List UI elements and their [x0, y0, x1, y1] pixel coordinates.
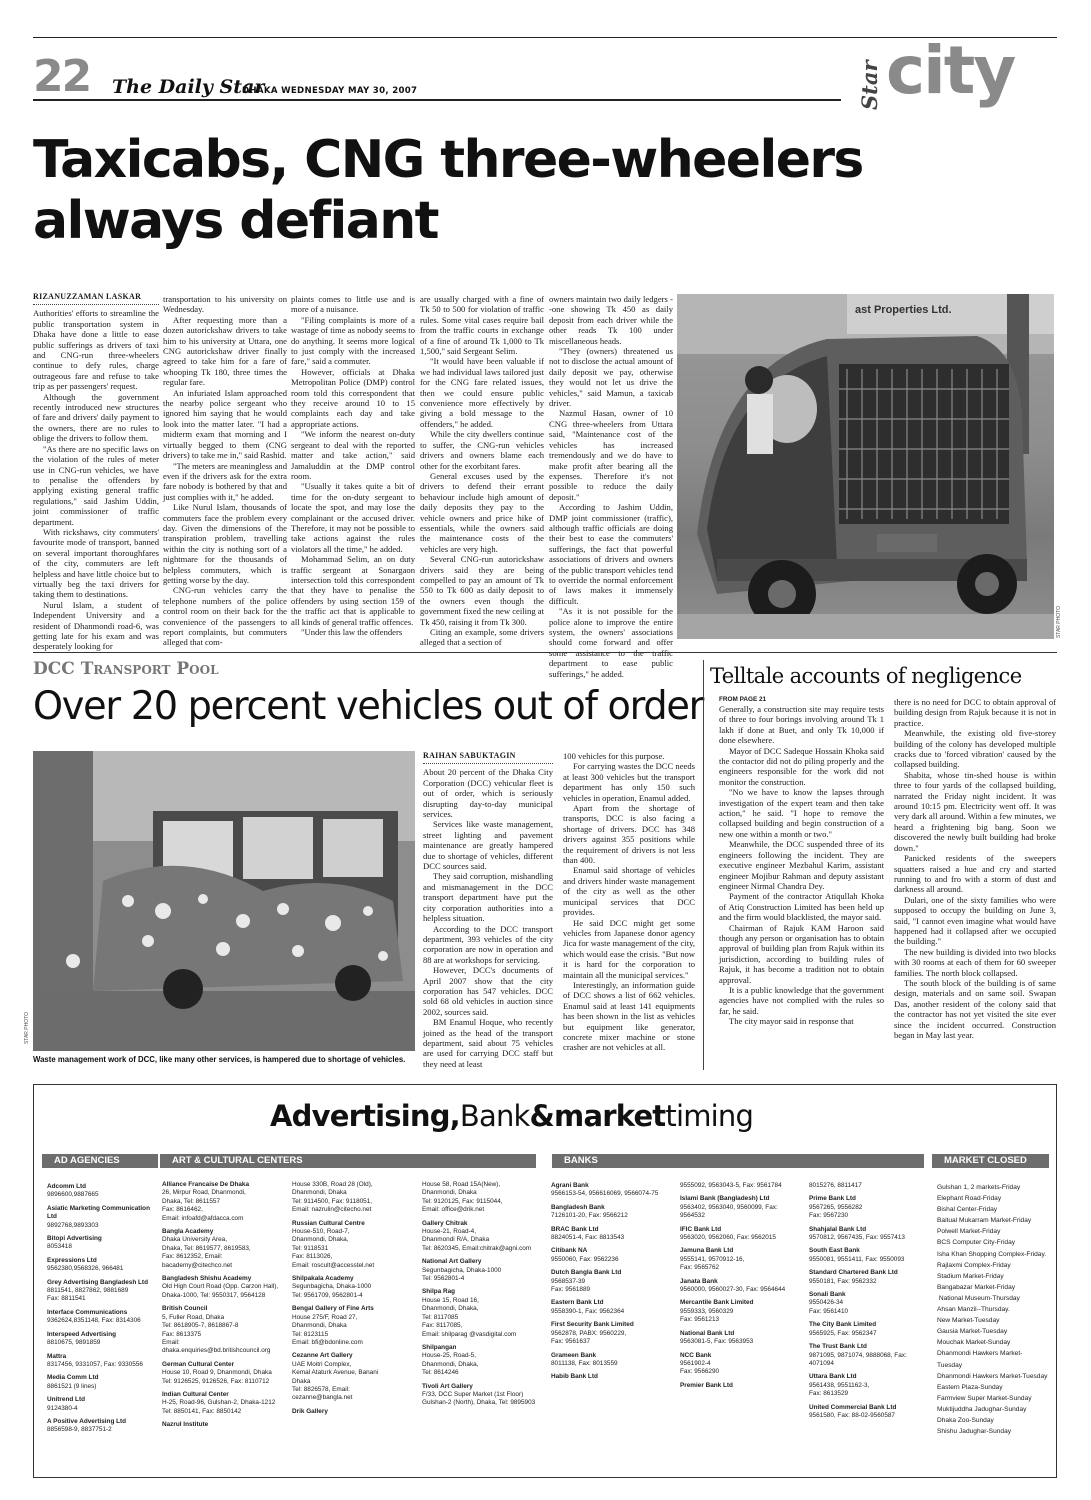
entry-info: 8810675, 9891859	[47, 1339, 101, 1347]
header-art-cultural-centers: ART & CULTURAL CENTERS	[160, 1154, 536, 1168]
list-entry	[551, 1182, 675, 1199]
list-entry	[47, 1279, 159, 1304]
list-entry	[809, 1373, 929, 1398]
entry-name: Asiatic Marketing Communication Ltd	[47, 1204, 150, 1221]
dcc-headline: Over 20 percent vehicles out of order	[33, 684, 704, 729]
list-entry	[809, 1247, 929, 1264]
banks-list-1	[551, 1182, 675, 1387]
lead-column-1	[33, 292, 159, 652]
lead-headline-line2: always defiant	[33, 191, 438, 251]
entry-info: 9550060, Fax: 9562236	[551, 1255, 619, 1263]
list-entry	[551, 1269, 675, 1294]
entry-name: Bangladesh Bank	[551, 1203, 605, 1211]
title-bank: Bank	[459, 1099, 530, 1133]
lead-column-5	[549, 294, 673, 679]
entry-name: Shilpakala Academy	[292, 1275, 354, 1283]
entry-name: Islami Bank (Bangladesh) Ltd	[680, 1195, 770, 1203]
list-entry	[809, 1291, 929, 1316]
arts-list-2	[292, 1181, 414, 1421]
entry-name: Bangla Academy	[162, 1228, 214, 1236]
list-entry	[680, 1382, 804, 1390]
entry-info: 9561902-4 Fax: 9566290	[680, 1359, 720, 1376]
telltale-column-1	[719, 695, 884, 1071]
list-entry	[680, 1182, 804, 1190]
entry-info: 8824051-4, Fax: 8813543	[551, 1234, 625, 1242]
paragraph: The new building is divided into two blocks with 30 rooms at each of them for 60 sweeper families. The north block collapsed.	[894, 946, 1056, 978]
paragraph: Mohammad Selim, an on duty traffic sergeant at Sonargaon intersection told this correspondent that they have to penalise the offenders by using section 159 of the traffic act that is applicable to all kinds of general traffic offences.	[291, 554, 415, 627]
entry-info: 9559333, 9560329 Fax: 9561213	[680, 1307, 734, 1324]
entry-name: Mercantile Bank Limited	[680, 1299, 754, 1307]
list-entry	[422, 1258, 544, 1283]
lead-headline	[33, 130, 933, 252]
list-entry	[292, 1352, 414, 1402]
arts-list-1	[162, 1181, 284, 1435]
entry-info: House 275/F, Road 27, Dhanmondi, Dhaka Tel: 8123115 Email: bfi@bdonline.com	[292, 1313, 363, 1346]
entry-name: Grameen Bank	[551, 1351, 597, 1359]
entry-name: Bitopi Advertising	[47, 1235, 102, 1243]
entry-info: House-510, Road-7, Dhanmondi, Dhaka, Tel: 9118531 Fax: 8113026, Email: roscult@accesstel.net	[292, 1228, 375, 1269]
header-market-closed: MARKET CLOSED	[932, 1154, 1049, 1168]
market-closed-item: Dhaka Zoo-Sunday	[937, 1416, 994, 1424]
list-entry	[292, 1181, 414, 1215]
entry-name: The City Bank Limited	[809, 1321, 877, 1329]
entry-name: Agrani Bank	[551, 1182, 589, 1189]
list-entry	[680, 1195, 804, 1220]
entry-info: 9896600,9887665	[47, 1191, 99, 1199]
paragraph: "The meters are meaningless and even if the drivers ask for the extra fare nobody is bothered by that and just complies with it," he added.	[163, 460, 287, 502]
advertising-title	[270, 1098, 753, 1134]
paragraph: He said DCC might get some vehicles from Japanese donor agency Jica for waste management of the city, which would ease the crisis. "But now it is hard for the corporation to maintain all the municipal services."	[563, 917, 695, 980]
entry-info: 9550081, 9551411, Fax: 9550093	[809, 1255, 905, 1263]
list-entry	[680, 1352, 804, 1377]
entry-name: Expressions Ltd	[47, 1256, 97, 1264]
market-closed-item: Muktijuddha Jadughar-Sunday	[937, 1405, 1027, 1413]
list-entry	[422, 1181, 544, 1215]
list-entry	[292, 1408, 414, 1416]
entry-info: 9560000, 9560027-30, Fax: 9564644	[680, 1286, 786, 1294]
market-closed-list	[937, 1182, 1052, 1437]
entry-info: House 58, Road 15A(New), Dhanmondi, Dhaka Tel: 9120125, Fax: 9115044, Email: office@drik.net	[422, 1181, 503, 1214]
paragraph: Enamul said shortage of vehicles and drivers hinder waste management of the city as well as the other municipal services that DCC provides.	[563, 865, 695, 918]
list-entry	[162, 1391, 284, 1416]
entry-info: 9563402, 9563040, 9560099, Fax: 9564532	[680, 1203, 778, 1220]
dcc-column-2	[563, 751, 695, 1071]
entry-info: 9561580, Fax: 88-02-9560587	[809, 1411, 895, 1419]
entry-info: Segunbagicha, Dhaka-1000 Tel: 9562801-4	[422, 1266, 502, 1283]
entry-name: British Council	[162, 1305, 208, 1313]
title-advertising: Advertising,	[270, 1099, 460, 1133]
entry-info: 9570812, 9567435, Fax: 9557413	[809, 1234, 905, 1242]
entry-name: German Cultural Center	[162, 1360, 235, 1368]
ad-agencies-list	[47, 1183, 159, 1440]
entry-info: 9555141, 9570912-16, Fax: 9565762	[680, 1255, 745, 1272]
entry-info: 8856598-9, 8837751-2	[47, 1426, 112, 1434]
entry-name: NCC Bank	[680, 1351, 712, 1359]
paragraph: "As there are no specific laws on the violation of the rules of meter use in CNG-run vehicles, we have to penalise the offenders by applying existing general traffic regulations," said Jashim Uddin, joint commissioner of traffic department.	[33, 443, 159, 527]
entry-info: 9563081-5, Fax: 9563953	[680, 1338, 754, 1346]
entry-name: Uttara Bank Ltd	[809, 1373, 857, 1381]
entry-info: House 10, Road 9, Dhanmondi, Dhaka Tel: 9126525, 9126526, Fax: 8110712	[162, 1369, 272, 1385]
entry-info: 5, Fuller Road, Dhaka Tel: 8618905-7, 8618867-8 Fax: 8613375 Email: dhaka.enquiries@bd.britishcouncil.org	[162, 1313, 271, 1355]
entry-name: Drik Gallery	[292, 1407, 328, 1415]
entry-info: 9566153-54, 956616069, 9566074-75	[551, 1190, 659, 1198]
market-closed-item: Mouchak Market-Sunday	[937, 1339, 1011, 1347]
list-entry	[292, 1305, 414, 1347]
list-entry	[47, 1418, 159, 1435]
arts-list-3	[422, 1181, 544, 1413]
market-closed-item: Gulshan 1, 2 markets-Friday	[937, 1184, 1021, 1191]
market-closed-item: Rajlaxmi Complex-Friday	[937, 1261, 1011, 1269]
market-closed-item: New Market-Tuesday	[937, 1317, 1000, 1325]
entry-name: Grey Advertising Bangladesh Ltd	[47, 1278, 148, 1286]
entry-info: 9567265, 9556282 Fax: 9567230	[809, 1203, 863, 1220]
list-entry	[422, 1288, 544, 1338]
market-closed-item: Elephant Road-Friday	[937, 1195, 1002, 1203]
entry-info: 7126101-20, Fax: 9566212	[551, 1212, 628, 1220]
paragraph: After requesting more than a dozen autorickshaw drivers to take him to his university at Uttara, one CNG autorickshaw driver finally agreed to take him for a fare of whooping Tk 180, three times the regular fare.	[163, 314, 287, 388]
list-entry	[162, 1421, 284, 1429]
entry-name: Tivoli Art Gallery	[422, 1382, 473, 1390]
entry-name: Russian Cultural Centre	[292, 1219, 365, 1227]
dcc-photo-garbage-truck	[33, 751, 415, 1051]
market-closed-item: Eastern Plaza-Sunday	[937, 1383, 1003, 1391]
list-entry	[551, 1226, 675, 1243]
market-closed-item: Tuesday	[937, 1361, 963, 1369]
market-closed-item: Ahsan Manzil--Thursday.	[937, 1306, 1010, 1314]
list-entry	[422, 1383, 544, 1408]
entry-name: Interface Communications	[47, 1308, 128, 1316]
list-entry	[292, 1275, 414, 1300]
lead-column-3	[291, 294, 415, 644]
paragraph: Meanwhile, the existing old five-storey building of the colony has developed multiple cracks due to 'forced vibration' caused by the collapsed building.	[894, 728, 1056, 770]
telltale-column-2	[894, 697, 1056, 1071]
paragraph: "As it is not possible for the police alone to improve the entire system, the owners' associations should come forward and offer some assistance to the traffic department to ease public sufferings," he added.	[549, 606, 673, 679]
entry-name: Standard Chartered Bank Ltd	[809, 1269, 898, 1277]
lead-photo-credit: STAR PHOTO	[1056, 606, 1062, 639]
entry-name: National Bank Ltd	[680, 1329, 735, 1337]
entry-info: 9555092, 9563043-5, Fax: 9561784	[680, 1182, 782, 1189]
photo-sign-text: ast Properties Ltd.	[855, 304, 952, 316]
entry-info: 9563020, 9562060, Fax: 9562015	[680, 1234, 776, 1242]
list-entry	[47, 1331, 159, 1348]
entry-info: 26, Mirpur Road, Dhanmondi, Dhaka, Tel: 8611557 Fax: 8616462, Email: infoafd@afdacca.com	[162, 1189, 246, 1222]
masthead-underline	[33, 99, 841, 101]
list-entry	[422, 1344, 544, 1378]
entry-name: Nazrul Institute	[162, 1421, 209, 1429]
paragraph: The city mayor said in response that	[729, 1016, 854, 1027]
entry-info: 9124380-4	[47, 1404, 78, 1412]
list-entry	[551, 1373, 675, 1381]
section-city: city	[886, 32, 1015, 109]
paragraph: "Filing complaints is more of a wastage of time as nobody seems to do anything. It seems more logical to just comply with the increased fare," said a commuter.	[291, 314, 415, 367]
paragraph: They said corruption, mishandling and mismanagement in the DCC transport department have put the city corporation authorities into a helpless situation.	[423, 871, 553, 924]
market-closed-item: Dhanmondi Hawkers Market-Tuesday	[937, 1372, 1048, 1380]
entry-name: BRAC Bank Ltd	[551, 1225, 599, 1233]
entry-info: 9871095, 9871074, 9888068, Fax: 4071094	[809, 1351, 907, 1367]
list-entry	[162, 1181, 284, 1223]
list-entry	[680, 1226, 804, 1243]
paragraph: Although the government recently introduced new structures of fare and drivers' daily payment to the owners, there are no rules to oblige the drivers to follow them.	[33, 391, 159, 444]
entry-name: Premier Bank Ltd	[680, 1381, 733, 1389]
market-closed-item: Bishal Center-Friday	[937, 1206, 998, 1214]
list-entry	[551, 1247, 675, 1264]
list-entry	[47, 1309, 159, 1326]
paragraph: Chairman of Rajuk KAM Haroon said though any person or organisation has to obtain approval of building plan from Rajuk within its jurisdiction, according to building rules of Rajuk, it has become a tradition not to obtain approval.	[719, 922, 884, 985]
paragraph: Payment of the contractor Atiqullah Khoka of Atiq Construction Limited has been held up and the firm would blacklisted, the mayor said.	[719, 891, 884, 923]
list-entry	[47, 1374, 159, 1391]
entry-info: House 330B, Road 28 (Old), Dhanmondi, Dhaka Tel: 9114500, Fax: 9118051, Email: nazrulin@citecho.net	[292, 1181, 373, 1214]
entry-name: The Trust Bank Ltd	[809, 1343, 867, 1351]
list-entry	[47, 1396, 159, 1413]
paragraph: Authorities' efforts to streamline the public transportation system in Dhaka have done a little to ease public sufferings as drivers of taxi and CNG-run three-wheelers continue to defy rules, charge outrageous fare and refuse to take trip as per passengers' request.	[33, 308, 159, 392]
entry-info: UAE Moitri Complex, Kemal Ataturk Avenue, Banani Dhaka Tel: 8826578, Email: cezanne@bangla.net	[292, 1360, 379, 1402]
paragraph: General excuses used by the drivers to defend their errant behaviour include high amount of daily deposits they pay to the vehicle owners and price hike of essentials, while the owners said the maintenance costs of the vehicles are very high.	[420, 470, 544, 554]
entry-info: 9562380,9568326, 966481	[47, 1265, 124, 1273]
entry-info: House-25, Road-5, Dhanmondi, Dhaka, Tel: 8614246	[422, 1352, 479, 1377]
paragraph: However, DCC's documents of April 2007 show that the city corporation has 547 vehicles. DCC sold 68 old vehicles in auction since 2002, sources said.	[423, 965, 553, 1017]
list-entry	[422, 1220, 544, 1254]
market-closed-item: Shishu Jadughar-Sunday	[937, 1428, 1012, 1436]
entry-info: 9561438, 9551162-3, Fax: 8613529	[809, 1381, 870, 1398]
list-entry	[809, 1321, 929, 1338]
autorickshaw-illustration	[677, 294, 1054, 639]
title-market: market	[554, 1099, 666, 1133]
header-banks: BANKS	[552, 1154, 924, 1168]
paragraph: "They (owners) threatened us not to disclose the actual amount of daily deposit we pay, otherwise they would not let us drive the vehicles," said Mamun, a taxicab driver.	[549, 346, 673, 409]
paragraph: Several CNG-run autorickshaw drivers said they are being compelled to pay an amount of Tk 550 to Tk 600 as daily deposit to the owners even though the government fixed the new ceiling at Tk 450, raising it from Tk 300.	[420, 554, 544, 627]
entry-info: 9362624,8351148, Fax: 8314306	[47, 1317, 141, 1325]
entry-name: Shahjalal Bank Ltd	[809, 1225, 867, 1233]
entry-name: Janata Bank	[680, 1277, 718, 1285]
paragraph: Apart from the shortage of transports, DCC is also facing a shortage of drivers. DCC has 348 drivers against 355 positions while the requirement of drivers is not less than 400.	[563, 803, 695, 866]
paragraph: BM Enamul Hoque, who recently joined as the head of the transport department, said about 75 vehicles are used for carrying DCC staff but they need at least	[423, 1017, 553, 1069]
paragraph: plaints comes to little use and is more of a nuisance.	[291, 294, 415, 315]
entry-info: 9550426-34 Fax: 9561410	[809, 1299, 849, 1315]
lead-photo-cng-autorickshaw	[677, 294, 1054, 639]
market-closed-item: Polwell Market-Friday	[937, 1228, 1001, 1236]
entry-name: South East Bank	[809, 1247, 860, 1255]
paragraph: With rickshaws, city commuters' favourite mode of transport, banned on several important thoroughfares of the city, commuters are left helpless and have little choice but to virtually beg the taxi drivers for taking them to destinations.	[33, 526, 159, 600]
entry-name: Eastern Bank Ltd	[551, 1299, 604, 1307]
entry-name: Alliance Francaise De Dhaka	[162, 1181, 250, 1188]
entry-name: First Security Bank Limited	[551, 1321, 634, 1329]
dcc-photo-caption: Waste management work of DCC, like many other services, is hampered due to shortage of vehicles.	[33, 1055, 406, 1064]
entry-info: 9558390-1, Fax: 9562364	[551, 1307, 625, 1315]
market-closed-item: Farmview Super Market-Sunday	[937, 1394, 1032, 1402]
entry-name: IFIC Bank Ltd	[680, 1225, 722, 1233]
lead-col1-body	[33, 308, 159, 651]
entry-name: Mattra	[47, 1352, 67, 1360]
entry-info: House-21, Road-4, Dhanmondi R/A, Dhaka Tel: 8620345, Email:chitrak@agni.com	[422, 1228, 532, 1252]
dcc-column-1	[423, 751, 553, 1071]
dcc-byline: RAIHAN SABUKTAGIN	[423, 751, 516, 760]
entry-name: Bengal Gallery of Fine Arts	[292, 1305, 374, 1313]
paragraph: Meanwhile, the DCC suspended three of its engineers following the incident. They are executive engineer Mezbahul Karim, assistant engineer Mojibur Rahman and deputy assistant engineer Nirmal Chandra Dey.	[719, 839, 884, 891]
list-entry	[292, 1220, 414, 1270]
entry-info: 9568537-39 Fax: 9561889	[551, 1277, 591, 1294]
list-entry	[809, 1226, 929, 1243]
entry-name: Shilpangan	[422, 1343, 457, 1351]
lead-column-4	[420, 294, 544, 648]
paragraph: Like Nurul Islam, thousands of commuters face the problem every day. Given the dimensions of the transpiration problem, travelling within the city is nothing sort of a nightmare for the thousands of helpless commuters, which is getting worse by the day.	[163, 502, 287, 585]
paragraph: CNG-run vehicles carry the telephone numbers of the police control room on their back for the convenience of the passengers to report complaints, but commuters alleged that com-	[163, 585, 287, 648]
paragraph: Nazmul Hasan, owner of 10 CNG three-wheelers from Uttara said, "Maintenance cost of the vehicles has increased tremendously and we do have to make profit after bearing all the expenses. Therefore it's not possible to reduce the daily deposit."	[549, 408, 673, 502]
entry-name: Dutch Bangla Bank Ltd	[551, 1269, 622, 1277]
market-closed-item: National Museum-Thursday	[937, 1294, 1020, 1302]
list-entry	[47, 1205, 159, 1230]
list-entry	[680, 1247, 804, 1272]
paragraph: About 20 percent of the Dhaka City Corporation (DCC) vehicular fleet is out of order, which is seriously disrupting day-to-day municipal services.	[423, 767, 553, 820]
entry-info: H-25, Road-96, Gulshan-2, Dhaka-1212 Tel: 8850141, Fax: 8850142	[162, 1399, 276, 1415]
list-entry	[809, 1404, 929, 1421]
entry-info: 8317456, 9331057, Fax: 9330556	[47, 1360, 143, 1368]
entry-name: Prime Bank Ltd	[809, 1195, 856, 1203]
list-entry	[551, 1204, 675, 1221]
entry-info: Segunbagicha, Dhaka-1000 Tel: 9561709, 9562801-4	[292, 1283, 372, 1299]
entry-name: Sonali Bank	[809, 1291, 846, 1299]
market-closed-item: Gausia Market-Tuesday	[937, 1328, 1008, 1336]
paragraph: "Under this law the offenders	[301, 627, 403, 637]
entry-name: Jamuna Bank Ltd	[680, 1247, 734, 1255]
entry-info: 8011138, Fax: 8013559	[551, 1359, 618, 1367]
paragraph: Interestingly, an information guide of DCC shows a list of 662 vehicles. Enamul said at least 141 equipments has been shown in the list as vehicles but equipment like generator, concrete mixer machine or stone crasher are not vehicles at all.	[563, 979, 695, 1053]
list-entry	[680, 1278, 804, 1295]
paragraph: "It would have been valuable if we had individual laws tailored just for the CNG fare related issues, then we could ensure public convenience more effectively by giving a bold message to the offenders," he added.	[420, 356, 544, 429]
list-entry	[162, 1305, 284, 1355]
market-closed-item: Dhanmondi Hawkers Market-	[937, 1350, 1023, 1358]
market-closed-item: Stadium Market-Friday	[937, 1272, 1004, 1280]
paragraph: Mayor of DCC Sadeque Hossain Khoka said the contactor did not do piling properly and the engineers responsible for the work did not monitor the construction.	[719, 745, 884, 787]
paragraph: Services like waste management, street lighting and pavement maintenance are greatly hampered due to shortage of vehicles, different DCC sources said.	[423, 819, 553, 872]
entry-info: 8811541, 8827862, 9881689 Fax: 8811541	[47, 1287, 129, 1303]
entry-name: United Commercial Bank Ltd	[809, 1403, 897, 1411]
paragraph: However, officials at Dhaka Metropolitan Police (DMP) control room told this correspondent that they receive around 10 to 15 complaints each day and take appropriate actions.	[291, 366, 415, 429]
entry-info: 9565925, Fax: 9562347	[809, 1329, 877, 1337]
paragraph: owners maintain two daily ledgers --one showing Tk 450 as daily deposit from each driver while the other reads Tk 100 under miscellaneous heads.	[549, 294, 673, 346]
entry-info: House 15, Road 16, Dhanmondi, Dhaka, Tel: 8117085 Fax: 8117085, Email: shilparag @vasdigital.com	[422, 1296, 517, 1338]
list-entry	[162, 1275, 284, 1300]
paragraph: Shabita, whose tin-shed house is within three to four yards of the collapsed building, narrated the Friday night incident. It was around 10:15 pm. Electricity went off. It was very dark all around. Within a few minutes, we heard a frightening big bang. Soon we discovered the newly built building had broke down."	[894, 769, 1056, 853]
entry-info: 8015276, 8811417	[809, 1182, 862, 1189]
paragraph: "We inform the nearest on-duty sergeant to deal with the reported matter and take action," said Jamaluddin at the DMP control room.	[291, 429, 415, 481]
paragraph: For carrying wastes the DCC needs at least 300 vehicles but the transport department has only 150 such vehicles in operation, Enamul added.	[563, 761, 695, 803]
list-entry	[551, 1321, 675, 1346]
paper-name: The Daily Star	[112, 76, 265, 98]
market-closed-item: BCS Computer City-Friday	[937, 1239, 1016, 1247]
paragraph: are usually charged with a fine of Tk 50 to 500 for violation of traffic rules. Some vital cases require bail from the traffic courts in exchange of a fine of around Tk 1,000 to Tk 1,500," said Sergeant Selim.	[420, 294, 544, 357]
entry-info: 9892768,9893303	[47, 1221, 99, 1229]
paragraph: It is a public knowledge that the government agencies have not complied with the rules so far, he said.	[719, 984, 884, 1016]
dcc-kicker: DCC Transport Pool	[33, 659, 219, 679]
garbage-truck-illustration	[33, 751, 415, 1051]
title-timing: timing	[665, 1099, 754, 1133]
paragraph: An infuriated Islam approached the nearby police sergeant who ignored him saying that he would look into the matter later. "I had a midterm exam that morning and I virtually begged to them (CNG drivers) to take me in," said Rashid.	[163, 387, 287, 461]
list-entry	[551, 1352, 675, 1369]
list-entry	[809, 1343, 929, 1368]
market-closed-item: Baitual Mukarram Market-Friday	[937, 1217, 1032, 1225]
banks-list-3	[809, 1182, 929, 1425]
entry-name: Cezanne Art Gallery	[292, 1352, 353, 1360]
paragraph: The south block of the building is of same design, materials and on same soil. Swapan Das, another resident of the colony said that the contractor has not yet visited the site ever since the incident occurred. Construction began in May last year.	[894, 977, 1056, 1040]
banks-list-2	[680, 1182, 804, 1395]
paragraph: "Usually it takes quite a bit of time for the on-duty sergeant to locate the spot, and may lose the complainant or the accused driver. Therefore, it may not be possible to take actions against the rules violators all the time," he added.	[291, 481, 415, 554]
entry-name: Indian Cultural Center	[162, 1390, 229, 1398]
paragraph: According to Jashim Uddin, DMP joint commissioner (traffic), although traffic officials are doing their best to ease the commuters' sufferings, the fact that powerful associations of drivers and owners of the public transport vehicles tend to override the normal enforcement of laws makes it immensely difficult.	[549, 502, 673, 606]
market-closed-item: Bangabazar Market-Friday	[937, 1283, 1016, 1291]
lead-bottom-rule	[33, 652, 1057, 653]
paragraph: transportation to his university on Wednesday.	[163, 294, 287, 315]
paragraph: Panicked residents of the sweepers squatters raised a hue and cry and started running to and fro with a storm of dust and darkness all around.	[894, 853, 1056, 895]
paragraph: Nurul Islam, a student of Independent University and a resident of Dhanmondi road-6, was getting late for his exam and was desperately looking for	[33, 599, 159, 652]
title-amp: &	[529, 1099, 555, 1133]
entry-info: 9562878, PABX: 9560229, Fax: 9561637	[551, 1329, 627, 1346]
entry-name: Habib Bank Ltd	[551, 1373, 598, 1381]
list-entry	[162, 1228, 284, 1270]
entry-name: Media Comm Ltd	[47, 1374, 99, 1382]
list-entry	[809, 1195, 929, 1220]
list-entry	[47, 1353, 159, 1370]
paragraph: "No we have to know the lapses through investigation of the expert team and then take action," he said. "I hope to remove the collapsed building and begin construction of a new one within a month or two."	[719, 787, 884, 839]
paragraph: 100 vehicles for this purpose.	[563, 751, 665, 761]
paragraph: According to the DCC transport department, 393 vehicles of the city corporation are now in operation and 88 are at workshops for servicing.	[423, 923, 553, 965]
list-entry	[47, 1257, 159, 1274]
dateline: DHAKA WEDNESDAY MAY 30, 2007	[242, 86, 418, 96]
entry-name: Gallery Chitrak	[422, 1219, 468, 1227]
paragraph: Generally, a construction site may require tests of three to four borings involving around Tk 1 lakh if done at Buet, and only Tk 10,000 if done elsewhere.	[719, 704, 884, 746]
lead-headline-line1: Taxicabs, CNG three-wheelers	[33, 130, 863, 190]
entry-name: Unitrend Ltd	[47, 1396, 85, 1404]
entry-info: F/33, DCC Super Market (1st Floor) Gulshan-2 (North), Dhaka, Tel: 9895903	[422, 1390, 536, 1407]
telltale-headline: Telltale accounts of negligence	[710, 664, 1022, 688]
paragraph: there is no need for DCC to obtain approval of building design from Rajuk because it is not in practice.	[894, 697, 1056, 728]
paragraph: Citing an example, some drivers alleged that a section of	[420, 627, 544, 648]
section-star: Star	[857, 60, 882, 110]
entry-name: Bangladesh Shishu Academy	[162, 1275, 252, 1283]
page-number: 22	[33, 51, 91, 102]
market-closed-item: Isha Khan Shopping Complex-Friday.	[937, 1250, 1047, 1258]
entry-info: Dhaka University Area, Dhaka, Tel: 8619577, 8619583, Fax: 8612352, Email: bacademy@citechco.net	[162, 1236, 251, 1269]
entry-info: Old High Court Road (Opp. Carzon Hall), Dhaka-1000, Tel: 9550317, 9564128	[162, 1283, 279, 1299]
list-entry	[680, 1299, 804, 1324]
lead-column-2	[163, 294, 287, 648]
list-entry	[809, 1269, 929, 1286]
entry-info: 8053418	[47, 1243, 72, 1251]
list-entry	[680, 1330, 804, 1347]
list-entry	[809, 1182, 929, 1190]
list-entry	[47, 1235, 159, 1252]
header-ad-agencies: AD AGENCIES	[42, 1154, 158, 1168]
entry-info: 8861521 (9 lines)	[47, 1382, 97, 1390]
entry-name: Citibank NA	[551, 1247, 588, 1255]
paragraph: Dulari, one of the sixty families who were supposed to occupy the building on June 3, said, "I cannot even imagine what would have happened had it collapsed after we occupied the building."	[894, 894, 1056, 947]
paragraph: While the city dwellers continue to suffer, the CNG-run vehicles drivers and owners blame each other for the exorbitant fares.	[420, 429, 544, 471]
entry-name: Interspeed Advertising	[47, 1330, 117, 1338]
entry-name: Shilpa Rag	[422, 1288, 456, 1296]
list-entry	[162, 1361, 284, 1386]
list-entry	[551, 1299, 675, 1316]
dcc-photo-credit: STAR PHOTO	[24, 1012, 30, 1045]
entry-name: A Positive Advertising Ltd	[47, 1417, 127, 1425]
lead-byline: RIZANUZZAMAN LASKAR	[33, 292, 142, 301]
column-divider	[703, 660, 704, 1070]
list-entry	[47, 1183, 159, 1200]
entry-info: 9550181, Fax: 9562332	[809, 1277, 877, 1285]
telltale-from-page: FROM PAGE 21	[719, 696, 767, 703]
entry-name: Adcomm Ltd	[47, 1183, 87, 1190]
entry-name: National Art Gallery	[422, 1258, 482, 1266]
